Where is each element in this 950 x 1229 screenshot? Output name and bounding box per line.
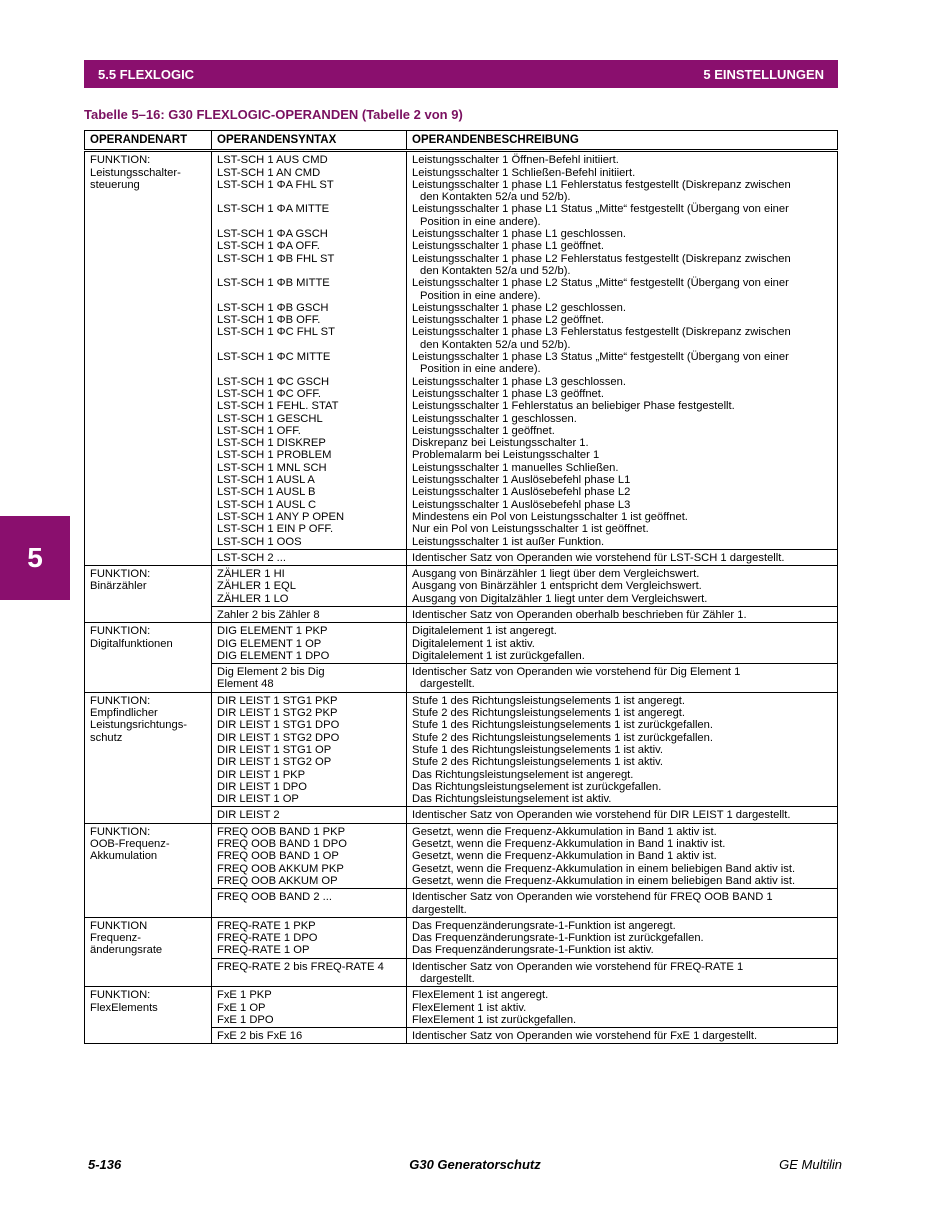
operand-description-line: Das Frequenzänderungsrate-1-Funktion ist zurückgefallen. — [412, 932, 704, 945]
operand-syntax-line: Dig Element 2 bis Dig — [217, 666, 325, 679]
operand-description-cell — [407, 958, 838, 987]
operand-type-line: FUNKTION: — [90, 625, 151, 638]
operand-description-line: Leistungsschalter 1 phase L3 geöffnet. — [412, 387, 604, 400]
operand-syntax-cell — [212, 664, 407, 693]
operand-syntax-line: FxE 1 DPO — [217, 1013, 274, 1026]
operand-syntax-line: FREQ-RATE 1 DPO — [217, 932, 318, 945]
operand-syntax-line: LST-SCH 1 ANY P OPEN — [217, 510, 345, 523]
operand-type-line: FUNKTION: — [90, 989, 151, 1002]
operand-type-cell — [85, 823, 212, 917]
operand-syntax-line: LST-SCH 1 AUS CMD — [217, 154, 328, 167]
operand-syntax-line: LST-SCH 1 ΦB GSCH — [217, 301, 329, 314]
operand-type-line: FUNKTION: — [90, 825, 151, 838]
operand-syntax-line: LST-SCH 1 ΦA MITTE — [217, 203, 330, 216]
operand-description-line: Problemalarm bei Leistungsschalter 1 — [412, 449, 600, 462]
operand-description-line: Leistungsschalter 1 phase L2 geöffnet. — [412, 314, 604, 327]
table-row — [85, 151, 838, 550]
operand-description-line: Das Frequenzänderungsrate-1-Funktion ist aktiv. — [412, 944, 654, 957]
operand-syntax-line: DIR LEIST 1 STG1 DPO — [217, 719, 340, 732]
operand-description-line: Leistungsschalter 1 phase L1 geöffnet. — [412, 240, 604, 253]
operand-description-line: Leistungsschalter 1 ist außer Funktion. — [412, 535, 605, 548]
operand-syntax-line: LST-SCH 1 AUSL A — [217, 474, 315, 487]
operand-syntax-line: LST-SCH 1 ΦC FHL ST — [217, 326, 335, 339]
operand-type-line: FUNKTION: — [90, 694, 151, 707]
operand-syntax-line: FxE 1 PKP — [217, 989, 272, 1002]
operand-type-line: Empfindlicher — [90, 707, 158, 720]
operand-description-cell — [407, 664, 838, 693]
operand-syntax-line: LST-SCH 1 AUSL B — [217, 486, 316, 499]
operand-description-line: Leistungsschalter 1 Auslösebefehl phase L1 — [412, 474, 631, 487]
operand-description-line: Leistungsschalter 1 phase L2 Status „Mitte“ festgestellt (Übergang von einer — [412, 277, 789, 290]
table-header-row — [85, 131, 838, 151]
section-header-bar — [84, 60, 838, 88]
operand-syntax-line — [217, 290, 401, 302]
operand-description-cell — [407, 823, 838, 888]
document-title: G30 Generatorschutz — [409, 1157, 541, 1172]
operand-description-cell — [407, 566, 838, 607]
table-row — [85, 987, 838, 1028]
operand-description-line: Leistungsschalter 1 geschlossen. — [412, 412, 577, 425]
operand-type-line: FUNKTION: — [90, 568, 151, 581]
operand-type-line: steuerung — [90, 178, 140, 191]
operand-syntax-line — [217, 191, 401, 203]
operand-syntax-line: DIR LEIST 1 STG2 DPO — [217, 731, 340, 744]
operand-syntax-cell — [212, 823, 407, 888]
operand-syntax-line — [217, 339, 401, 351]
operand-syntax-line: DIG ELEMENT 1 PKP — [217, 625, 328, 638]
operand-syntax-line — [217, 265, 401, 277]
operand-description-line: Position in eine andere). — [420, 363, 541, 376]
operand-description-cell — [407, 987, 838, 1028]
operand-description-line: Identischer Satz von Operanden wie vorstehend für FxE 1 dargestellt. — [412, 1030, 758, 1043]
operand-description-cell — [407, 917, 838, 958]
operand-description-line: Ausgang von Binärzähler 1 entspricht dem Vergleichswert. — [412, 580, 702, 593]
column-header-type: OPERANDENART — [85, 131, 212, 151]
operand-syntax-line: LST-SCH 1 OFF. — [217, 424, 301, 437]
operand-description-line: Identischer Satz von Operanden wie vorstehend für Dig Element 1 — [412, 666, 741, 679]
operand-description-line: dargestellt. — [420, 973, 475, 985]
operand-type-line: Digitalfunktionen — [90, 637, 173, 650]
operand-syntax-line: DIG ELEMENT 1 OP — [217, 637, 322, 650]
operand-description-line: Identischer Satz von Operanden wie vorstehend für FREQ-RATE 1 — [412, 960, 744, 973]
operand-description-line: Mindestens ein Pol von Leistungsschalter 1 ist geöffnet. — [412, 510, 688, 523]
operand-syntax-line: Zahler 2 bis Zähler 8 — [217, 608, 320, 621]
operand-syntax-line: LST-SCH 1 ΦB FHL ST — [217, 252, 335, 265]
operand-description-line: Nur ein Pol von Leistungsschalter 1 ist geöffnet. — [412, 523, 649, 536]
operand-syntax-line: LST-SCH 1 OOS — [217, 535, 302, 548]
operands-table — [84, 130, 838, 1044]
operand-syntax-line: DIR LEIST 1 STG2 PKP — [217, 707, 338, 720]
operand-description-line: den Kontakten 52/a und 52/b). — [420, 191, 571, 204]
column-header-syntax: OPERANDENSYNTAX — [212, 131, 407, 151]
operand-description-cell — [407, 1028, 838, 1044]
operand-description-line: Leistungsschalter 1 phase L1 geschlossen. — [412, 228, 626, 241]
operand-description-line: Gesetzt, wenn die Frequenz-Akkumulation in Band 1 inaktiv ist. — [412, 838, 726, 851]
operand-type-line: OOB-Frequenz- — [90, 838, 170, 851]
operand-syntax-line: DIG ELEMENT 1 DPO — [217, 649, 330, 662]
operand-syntax-line: DIR LEIST 1 OP — [217, 793, 299, 806]
publisher: GE Multilin — [779, 1157, 842, 1172]
operand-type-cell — [85, 566, 212, 623]
operand-syntax-line: ZÄHLER 1 LO — [217, 592, 289, 605]
operand-syntax-line: LST-SCH 2 ... — [217, 551, 287, 564]
operand-description-line: den Kontakten 52/a und 52/b). — [420, 264, 571, 277]
operand-syntax-line: FREQ OOB AKKUM OP — [217, 874, 338, 887]
operand-description-line: Leistungsschalter 1 phase L1 Fehlerstatus festgestellt (Diskrepanz zwischen — [412, 178, 791, 191]
operand-type-line: Binärzähler — [90, 580, 147, 593]
operand-syntax-line: FREQ OOB BAND 2 ... — [217, 891, 333, 904]
chapter-side-tab: 5 — [0, 516, 70, 600]
operand-syntax-line: FREQ OOB BAND 1 PKP — [217, 825, 346, 838]
operand-description-line: Leistungsschalter 1 phase L3 Status „Mitte“ festgestellt (Übergang von einer — [412, 351, 789, 364]
table-row — [85, 917, 838, 958]
operand-description-line: dargestellt. — [420, 678, 475, 691]
operand-syntax-line: Element 48 — [217, 678, 274, 691]
operand-syntax-line: LST-SCH 1 ΦC MITTE — [217, 351, 331, 364]
table-caption: Tabelle 5–16: G30 FLEXLOGIC-OPERANDEN (Tabelle 2 von 9) — [84, 107, 463, 122]
operand-description-line: Ausgang von Binärzähler 1 liegt über dem Vergleichswert. — [412, 568, 700, 581]
table-row — [85, 692, 838, 807]
operand-type-line: Frequenz- — [90, 932, 141, 945]
operand-description-line: Stufe 2 des Richtungsleistungselements 1 ist aktiv. — [412, 756, 664, 769]
operand-description-cell — [407, 606, 838, 622]
operand-description-line: Digitalelement 1 ist zurückgefallen. — [412, 649, 585, 662]
operand-syntax-line: DIR LEIST 1 STG1 OP — [217, 743, 332, 756]
operand-syntax-line — [217, 216, 401, 228]
operand-syntax-line: DIR LEIST 1 PKP — [217, 768, 306, 781]
operand-syntax-cell — [212, 623, 407, 664]
operand-syntax-cell — [212, 151, 407, 550]
operand-description-line: Das Richtungsleistungselement ist aktiv. — [412, 793, 612, 806]
operand-type-line: Akkumulation — [90, 850, 158, 863]
operand-type-cell — [85, 692, 212, 823]
operand-description-line: Das Richtungsleistungselement ist zurückgefallen. — [412, 780, 662, 793]
operand-syntax-line: FREQ OOB AKKUM PKP — [217, 862, 344, 875]
operand-syntax-line: FxE 2 bis FxE 16 — [217, 1030, 303, 1043]
operand-description-line: Gesetzt, wenn die Frequenz-Akkumulation in einem beliebigen Band aktiv ist. — [412, 862, 796, 875]
page-number: 5-136 — [88, 1157, 122, 1172]
operand-syntax-cell — [212, 566, 407, 607]
operand-syntax-line: LST-SCH 1 ΦA FHL ST — [217, 178, 334, 191]
operand-syntax-line: FREQ-RATE 1 OP — [217, 944, 310, 957]
operand-description-line: Stufe 1 des Richtungsleistungselements 1 ist angeregt. — [412, 694, 686, 707]
operand-type-line: FUNKTION — [90, 919, 148, 932]
operand-syntax-line: LST-SCH 1 MNL SCH — [217, 461, 327, 474]
operand-description-line: Leistungsschalter 1 Auslösebefehl phase L2 — [412, 486, 631, 499]
operand-type-line: FlexElements — [90, 1001, 158, 1014]
operand-type-cell — [85, 623, 212, 692]
operand-syntax-line: LST-SCH 1 EIN P OFF. — [217, 523, 334, 536]
operand-description-line: Leistungsschalter 1 phase L3 geschlossen. — [412, 375, 626, 388]
operand-description-line: Ausgang von Digitalzähler 1 liegt unter dem Vergleichswert. — [412, 592, 708, 605]
operand-description-line: Digitalelement 1 ist angeregt. — [412, 625, 557, 638]
operand-description-line: Das Richtungsleistungselement ist angeregt. — [412, 768, 634, 781]
operand-syntax-line: ZÄHLER 1 EQL — [217, 580, 296, 593]
table-row — [85, 566, 838, 607]
operand-type-cell — [85, 917, 212, 986]
operand-description-line: Digitalelement 1 ist aktiv. — [412, 637, 535, 650]
operand-syntax-cell — [212, 987, 407, 1028]
operand-syntax-cell — [212, 606, 407, 622]
operand-description-line: Leistungsschalter 1 phase L1 Status „Mitte“ festgestellt (Übergang von einer — [412, 203, 789, 216]
operand-type-cell — [85, 151, 212, 566]
operand-description-line: Identischer Satz von Operanden wie vorstehend für LST-SCH 1 dargestellt. — [412, 551, 785, 564]
operand-syntax-line: FREQ OOB BAND 1 OP — [217, 850, 339, 863]
operand-syntax-line: LST-SCH 1 ΦA GSCH — [217, 228, 328, 241]
column-header-description: OPERANDENBESCHREIBUNG — [407, 131, 838, 151]
operand-description-line: Leistungsschalter 1 geöffnet. — [412, 424, 555, 437]
operand-description-cell — [407, 151, 838, 550]
operand-syntax-cell — [212, 692, 407, 807]
operand-syntax-line: FREQ-RATE 1 PKP — [217, 919, 316, 932]
operand-description-line: Gesetzt, wenn die Frequenz-Akkumulation in einem beliebigen Band aktiv ist. — [412, 874, 796, 887]
operand-syntax-cell — [212, 917, 407, 958]
operand-syntax-cell — [212, 958, 407, 987]
operand-type-line: Leistungsschalter- — [90, 166, 181, 179]
operand-description-line: Diskrepanz bei Leistungsschalter 1. — [412, 437, 589, 450]
operand-description-line: Identischer Satz von Operanden wie vorstehend für FREQ OOB BAND 1 — [412, 891, 773, 904]
operand-syntax-line: LST-SCH 1 ΦB OFF. — [217, 314, 321, 327]
operand-syntax-cell — [212, 549, 407, 565]
chapter-title: 5 EINSTELLUNGEN — [703, 66, 824, 82]
operand-description-line: Leistungsschalter 1 Auslösebefehl phase L3 — [412, 498, 631, 511]
operand-description-line: Leistungsschalter 1 phase L2 geschlossen. — [412, 301, 626, 314]
operand-description-line: Leistungsschalter 1 Öffnen-Befehl initiiert. — [412, 154, 619, 167]
operand-syntax-line — [217, 363, 401, 375]
operand-syntax-line: LST-SCH 1 FEHL. STAT — [217, 400, 339, 413]
operand-description-line: Leistungsschalter 1 phase L3 Fehlerstatus festgestellt (Diskrepanz zwischen — [412, 326, 791, 339]
operand-description-line: Position in eine andere). — [420, 215, 541, 228]
operand-description-line: FlexElement 1 ist angeregt. — [412, 989, 549, 1002]
operand-description-line: Stufe 1 des Richtungsleistungselements 1 ist aktiv. — [412, 743, 664, 756]
operand-description-line: Gesetzt, wenn die Frequenz-Akkumulation in Band 1 aktiv ist. — [412, 850, 717, 863]
operand-description-cell — [407, 807, 838, 823]
operand-syntax-cell — [212, 807, 407, 823]
operand-syntax-line: LST-SCH 1 DISKREP — [217, 437, 326, 450]
operand-syntax-line: LST-SCH 1 ΦC GSCH — [217, 375, 330, 388]
operand-description-line: Stufe 2 des Richtungsleistungselements 1 ist zurückgefallen. — [412, 731, 713, 744]
operand-description-line: den Kontakten 52/a und 52/b). — [420, 338, 571, 351]
operand-syntax-cell — [212, 889, 407, 918]
operand-description-line: Gesetzt, wenn die Frequenz-Akkumulation in Band 1 aktiv ist. — [412, 825, 717, 838]
operand-description-line: Identischer Satz von Operanden wie vorstehend für DIR LEIST 1 dargestellt. — [412, 809, 791, 822]
operand-description-line: Stufe 1 des Richtungsleistungselements 1 ist zurückgefallen. — [412, 719, 713, 732]
operand-syntax-line: LST-SCH 1 AUSL C — [217, 498, 317, 511]
operand-description-line: Stufe 2 des Richtungsleistungselements 1 ist angeregt. — [412, 707, 686, 720]
operand-syntax-line: DIR LEIST 2 — [217, 809, 280, 822]
operand-description-cell — [407, 549, 838, 565]
operand-description-line: FlexElement 1 ist zurückgefallen. — [412, 1013, 577, 1026]
operand-description-cell — [407, 623, 838, 664]
operand-description-line: Das Frequenzänderungsrate-1-Funktion ist angeregt. — [412, 919, 676, 932]
operand-type-line: FUNKTION: — [90, 154, 151, 167]
operand-description-cell — [407, 889, 838, 918]
operand-description-line: dargestellt. — [412, 903, 467, 916]
operand-syntax-line: DIR LEIST 1 STG2 OP — [217, 756, 332, 769]
operand-syntax-line: FREQ OOB BAND 1 DPO — [217, 838, 347, 851]
operand-syntax-line: ZÄHLER 1 HI — [217, 568, 285, 581]
operand-description-line: Identischer Satz von Operanden oberhalb beschrieben für Zähler 1. — [412, 608, 747, 621]
operand-description-line: Position in eine andere). — [420, 289, 541, 302]
operand-type-line: änderungsrate — [90, 944, 163, 957]
operand-syntax-line: LST-SCH 1 GESCHL — [217, 412, 323, 425]
operand-type-line: schutz — [90, 731, 123, 744]
operand-type-line: Leistungsrichtungs- — [90, 719, 188, 732]
operand-description-line: Leistungsschalter 1 Fehlerstatus an beliebiger Phase festgestellt. — [412, 400, 735, 413]
operand-syntax-line: LST-SCH 1 PROBLEM — [217, 449, 332, 462]
table-body — [85, 151, 838, 1044]
operand-syntax-cell — [212, 1028, 407, 1044]
operand-syntax-line: LST-SCH 1 AN CMD — [217, 166, 321, 179]
operand-description-line: Leistungsschalter 1 Schließen-Befehl initiiert. — [412, 166, 636, 179]
operand-description-line: FlexElement 1 ist aktiv. — [412, 1001, 527, 1014]
operand-syntax-line: FxE 1 OP — [217, 1001, 266, 1014]
table-row — [85, 823, 838, 888]
operand-syntax-line: LST-SCH 1 ΦB MITTE — [217, 277, 330, 290]
table-row — [85, 623, 838, 664]
operand-syntax-line: FREQ-RATE 2 bis FREQ-RATE 4 — [217, 960, 384, 973]
section-title: 5.5 FLEXLOGIC — [98, 66, 195, 82]
operand-description-line: Leistungsschalter 1 phase L2 Fehlerstatus festgestellt (Diskrepanz zwischen — [412, 252, 791, 265]
operand-description-cell — [407, 692, 838, 807]
operand-type-cell — [85, 987, 212, 1044]
operand-syntax-line: LST-SCH 1 ΦA OFF. — [217, 240, 320, 253]
operand-syntax-line: DIR LEIST 1 DPO — [217, 780, 307, 793]
operand-syntax-line: DIR LEIST 1 STG1 PKP — [217, 694, 338, 707]
operand-syntax-line: LST-SCH 1 ΦC OFF. — [217, 387, 322, 400]
operand-description-line: Leistungsschalter 1 manuelles Schließen. — [412, 461, 619, 474]
